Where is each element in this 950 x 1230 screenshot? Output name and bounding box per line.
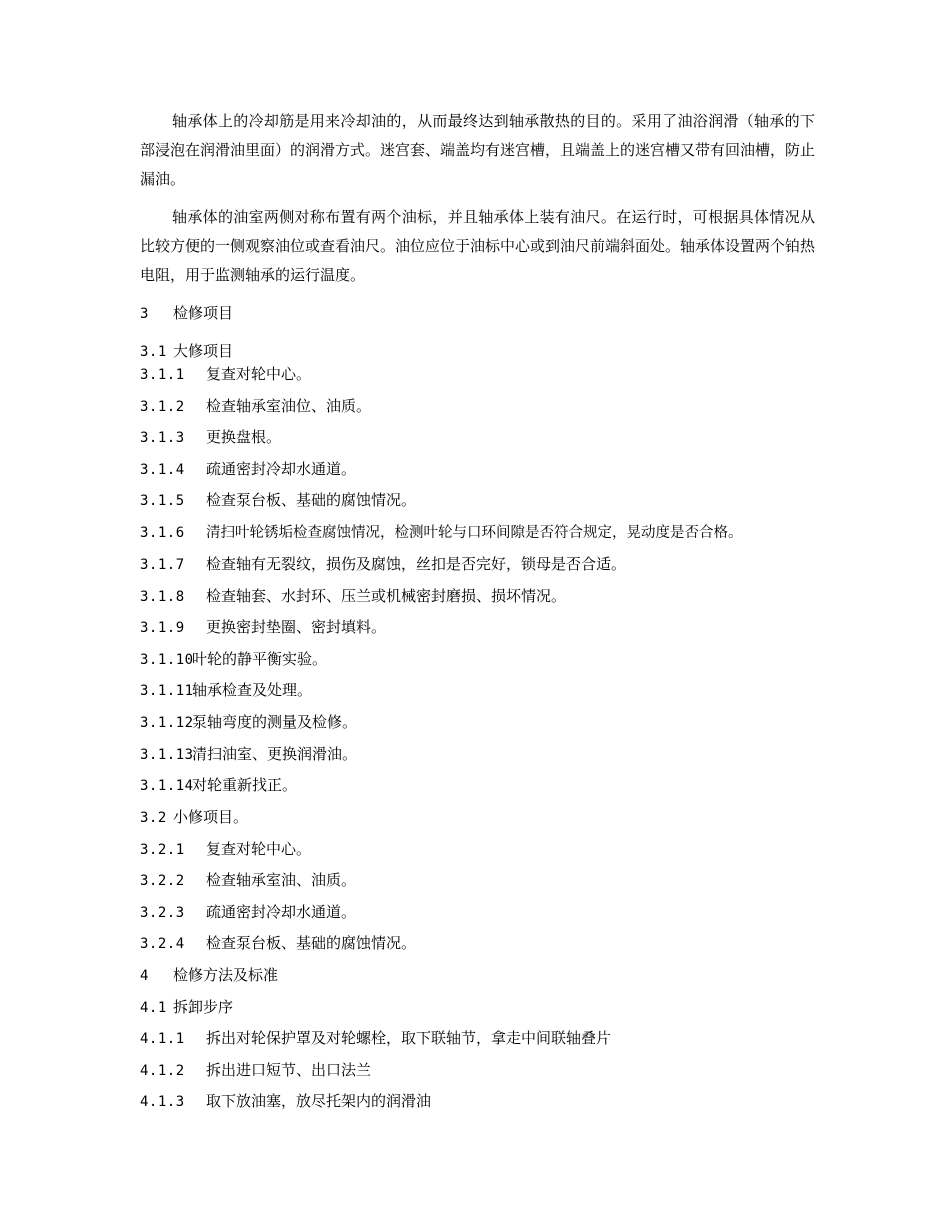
item-number: 3.1.1 (140, 367, 185, 383)
item-text: 对轮重新找正。 (192, 776, 298, 794)
item-number: 3.1.4 (140, 462, 185, 478)
section-title: 检修方法及标准 (173, 966, 279, 984)
item-number: 3.1.12 (140, 715, 194, 731)
list-item (140, 427, 820, 447)
item-text: 复查对轮中心。 (206, 840, 312, 858)
subsection-title: 大修项目 (173, 342, 234, 360)
section-number: 3 (140, 306, 149, 322)
section-number: 4 (140, 968, 149, 984)
item-number: 3.2.1 (140, 842, 185, 858)
item-number: 3.1.14 (140, 778, 194, 794)
list-item (140, 680, 820, 700)
item-number: 3.1.3 (140, 430, 185, 446)
list-item (140, 554, 820, 574)
item-text: 更换盘根。 (206, 428, 282, 446)
item-text: 疏通密封冷却水通道。 (206, 460, 357, 478)
list-item (140, 902, 820, 922)
subsection-number: 3.1 (140, 344, 167, 360)
item-text: 取下放油塞，放尽托架内的润滑油 (206, 1092, 432, 1110)
section-heading (140, 965, 820, 985)
list-item (140, 649, 820, 669)
item-text: 更换密封垫圈、密封填料。 (206, 618, 387, 636)
item-number: 3.1.9 (140, 620, 185, 636)
item-number: 4.1.3 (140, 1094, 185, 1110)
list-item (140, 1028, 820, 1048)
list-item (140, 933, 820, 953)
item-number: 3.2.3 (140, 905, 185, 921)
item-text: 拆出进口短节、出口法兰 (206, 1061, 372, 1079)
list-item (140, 364, 820, 384)
subsection-number: 4.1 (140, 1000, 167, 1016)
list-item (140, 522, 820, 542)
subsection-title: 拆卸步序 (173, 998, 234, 1016)
item-text: 叶轮的静平衡实验。 (192, 650, 328, 668)
list-item (140, 1091, 820, 1111)
item-text: 检查泵台板、基础的腐蚀情况。 (206, 934, 417, 952)
list-item (140, 744, 820, 764)
list-item (140, 870, 820, 890)
item-text: 轴承检查及处理。 (192, 681, 313, 699)
list-item (140, 775, 820, 795)
list-item (140, 839, 820, 859)
item-number: 3.1.8 (140, 589, 185, 605)
item-text: 泵轴弯度的测量及检修。 (192, 713, 358, 731)
subsection-number: 3.2 (140, 810, 167, 826)
item-text: 检查轴承室油位、油质。 (206, 397, 372, 415)
item-number: 3.1.6 (140, 525, 185, 541)
subsection-heading (140, 807, 820, 827)
item-text: 疏通密封冷却水通道。 (206, 903, 357, 921)
item-text: 检查泵台板、基础的腐蚀情况。 (206, 491, 417, 509)
item-number: 3.2.4 (140, 936, 185, 952)
list-item (140, 396, 820, 416)
item-text: 复查对轮中心。 (206, 365, 312, 383)
list-item (140, 586, 820, 606)
item-text: 拆出对轮保护罩及对轮螺栓，取下联轴节，拿走中间联轴叠片 (206, 1029, 612, 1047)
list-item (140, 490, 820, 510)
section-heading (140, 303, 820, 323)
item-number: 3.1.13 (140, 747, 194, 763)
item-number: 4.1.2 (140, 1063, 185, 1079)
item-text: 检查轴承室油、油质。 (206, 871, 357, 889)
subsection-heading (140, 997, 820, 1017)
item-number: 3.1.11 (140, 683, 194, 699)
item-number: 3.1.7 (140, 557, 185, 573)
item-text: 检查轴有无裂纹，损伤及腐蚀，丝扣是否完好，锁母是否合适。 (206, 555, 627, 573)
list-item (140, 459, 820, 479)
list-item (140, 1060, 820, 1080)
paragraph-oil-gauge: 轴承体的油室两侧对称布置有两个油标，并且轴承体上装有油尺。在运行时，可根据具体情况从比较方便的一侧观察油位或查看油尺。油位应位于油标中心或到油尺前端斜面处。轴承体设置两个铂热电阻，用于监测轴承的运行温度。 (140, 208, 816, 284)
item-text: 清扫叶轮锈垢检查腐蚀情况，检测叶轮与口环间隙是否符合规定，晃动度是否合格。 (206, 525, 743, 541)
list-item (140, 617, 820, 637)
section-title: 检修项目 (173, 304, 234, 322)
list-item (140, 712, 820, 732)
item-number: 3.2.2 (140, 873, 185, 889)
item-number: 4.1.1 (140, 1031, 185, 1047)
item-number: 3.1.5 (140, 493, 185, 509)
item-text: 清扫油室、更换润滑油。 (192, 745, 358, 763)
subsection-heading (140, 341, 820, 361)
item-text: 检查轴套、水封环、压兰或机械密封磨损、损坏情况。 (206, 587, 567, 605)
subsection-title: 小修项目。 (173, 808, 249, 826)
item-number: 3.1.10 (140, 652, 194, 668)
paragraph-bearing-cooling: 轴承体上的冷却筋是用来冷却油的，从而最终达到轴承散热的目的。采用了油浴润滑（轴承的下部浸泡在润滑油里面）的润滑方式。迷宫套、端盖均有迷宫槽，且端盖上的迷宫槽又带有回油槽，防止漏油。 (140, 112, 816, 188)
item-number: 3.1.2 (140, 399, 185, 415)
